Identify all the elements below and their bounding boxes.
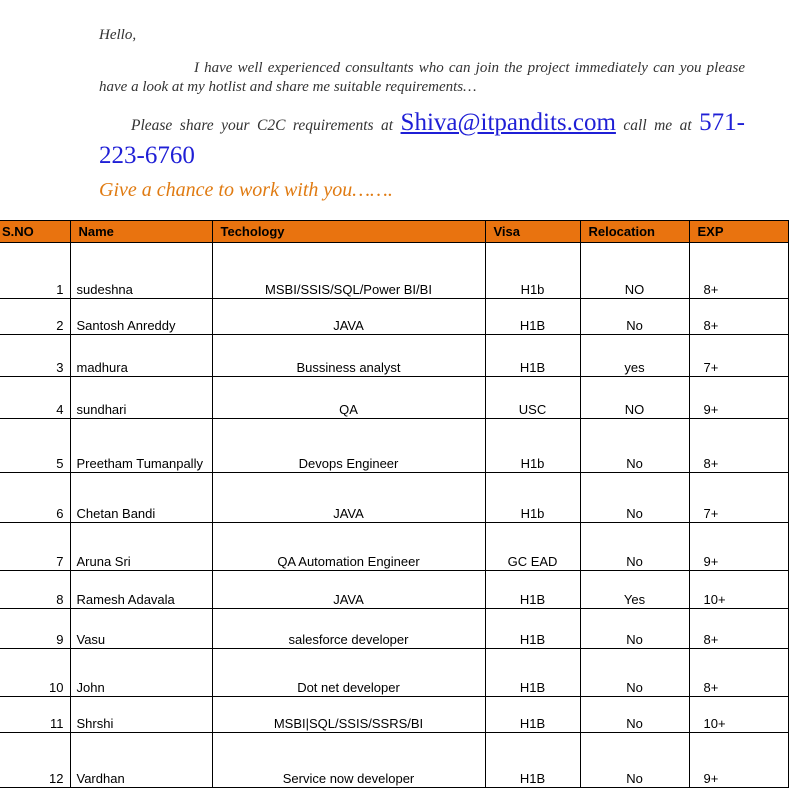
cell-sno: 5 xyxy=(0,419,70,473)
cell-sno: 1 xyxy=(0,243,70,299)
cell-exp: 8+ xyxy=(689,649,788,697)
phone-number: 571-223-6760 xyxy=(99,109,745,169)
cell-exp: 10+ xyxy=(689,571,788,609)
cell-name: Vasu xyxy=(70,609,212,649)
cell-relocation: yes xyxy=(580,335,689,377)
cell-tech: QA Automation Engineer xyxy=(212,523,485,571)
cell-sno: 11 xyxy=(0,697,70,733)
share-prefix: Please share your C2C requirements at xyxy=(131,117,394,134)
table-row xyxy=(0,609,788,649)
cell-sno: 10 xyxy=(0,649,70,697)
table-row xyxy=(0,571,788,609)
hotlist-table xyxy=(0,220,789,788)
cell-name: Vardhan xyxy=(70,733,212,788)
table-row xyxy=(0,243,788,299)
cell-visa: H1B xyxy=(485,609,580,649)
cell-name: Shrshi xyxy=(70,697,212,733)
cell-tech: Devops Engineer xyxy=(212,419,485,473)
cell-tech: QA xyxy=(212,377,485,419)
header-exp: EXP xyxy=(689,221,788,243)
cell-name: Santosh Anreddy xyxy=(70,299,212,335)
table-row xyxy=(0,377,788,419)
header-sno: S.NO xyxy=(0,221,70,243)
cell-exp: 9+ xyxy=(689,733,788,788)
greeting-text: Hello, xyxy=(99,27,137,43)
cell-relocation: No xyxy=(580,523,689,571)
table-row xyxy=(0,473,788,523)
table-header-row xyxy=(0,221,788,243)
cell-tech: JAVA xyxy=(212,473,485,523)
cell-relocation: No xyxy=(580,649,689,697)
cell-relocation: NO xyxy=(580,377,689,419)
cell-sno: 3 xyxy=(0,335,70,377)
cell-relocation: NO xyxy=(580,243,689,299)
table-row xyxy=(0,419,788,473)
cell-exp: 10+ xyxy=(689,697,788,733)
cell-exp: 9+ xyxy=(689,377,788,419)
cell-relocation: No xyxy=(580,299,689,335)
table-row xyxy=(0,697,788,733)
cell-visa: H1b xyxy=(485,473,580,523)
cell-visa: H1B xyxy=(485,571,580,609)
cell-tech: Bussiness analyst xyxy=(212,335,485,377)
cell-exp: 8+ xyxy=(689,299,788,335)
cell-exp: 8+ xyxy=(689,419,788,473)
email-link[interactable]: Shiva@itpandits.com xyxy=(400,109,616,136)
cell-tech: MSBI|SQL/SSIS/SSRS/BI xyxy=(212,697,485,733)
table-row xyxy=(0,733,788,788)
cell-relocation: No xyxy=(580,473,689,523)
cell-relocation: No xyxy=(580,697,689,733)
cell-name: sundhari xyxy=(70,377,212,419)
cell-relocation: No xyxy=(580,419,689,473)
intro-paragraph: I have well experienced consultants who can join the project immediately can you please have a look at my hotlist and share me suitable requirements… xyxy=(99,60,745,95)
cell-tech: JAVA xyxy=(212,571,485,609)
cell-name: sudeshna xyxy=(70,243,212,299)
cell-exp: 8+ xyxy=(689,243,788,299)
cell-exp: 9+ xyxy=(689,523,788,571)
table-row xyxy=(0,649,788,697)
cell-name: Ramesh Adavala xyxy=(70,571,212,609)
header-relocation: Relocation xyxy=(580,221,689,243)
cell-visa: H1b xyxy=(485,243,580,299)
cell-sno: 2 xyxy=(0,299,70,335)
header-technology: Techology xyxy=(212,221,485,243)
cell-visa: USC xyxy=(485,377,580,419)
cell-name: John xyxy=(70,649,212,697)
cell-sno: 8 xyxy=(0,571,70,609)
cell-relocation: No xyxy=(580,733,689,788)
cell-sno: 4 xyxy=(0,377,70,419)
table-row xyxy=(0,523,788,571)
cell-visa: H1B xyxy=(485,649,580,697)
cell-tech: salesforce developer xyxy=(212,609,485,649)
tagline: Give a chance to work with you……. xyxy=(99,179,393,201)
cell-name: Aruna Sri xyxy=(70,523,212,571)
header-name: Name xyxy=(70,221,212,243)
cell-sno: 6 xyxy=(0,473,70,523)
cell-name: madhura xyxy=(70,335,212,377)
cell-relocation: Yes xyxy=(580,571,689,609)
cell-sno: 7 xyxy=(0,523,70,571)
cell-visa: H1B xyxy=(485,299,580,335)
cell-tech: Service now developer xyxy=(212,733,485,788)
header-visa: Visa xyxy=(485,221,580,243)
cell-visa: H1B xyxy=(485,697,580,733)
cell-sno: 9 xyxy=(0,609,70,649)
share-middle: call me at xyxy=(623,117,692,134)
share-paragraph xyxy=(99,108,745,174)
cell-name: Chetan Bandi xyxy=(70,473,212,523)
cell-tech: Dot net developer xyxy=(212,649,485,697)
cell-visa: H1B xyxy=(485,335,580,377)
cell-exp: 7+ xyxy=(689,335,788,377)
table-row xyxy=(0,335,788,377)
cell-exp: 7+ xyxy=(689,473,788,523)
cell-visa: H1B xyxy=(485,733,580,788)
table-row xyxy=(0,299,788,335)
cell-relocation: No xyxy=(580,609,689,649)
cell-visa: H1b xyxy=(485,419,580,473)
cell-name: Preetham Tumanpally xyxy=(70,419,212,473)
cell-tech: JAVA xyxy=(212,299,485,335)
cell-visa: GC EAD xyxy=(485,523,580,571)
cell-tech: MSBI/SSIS/SQL/Power BI/BI xyxy=(212,243,485,299)
cell-exp: 8+ xyxy=(689,609,788,649)
cell-sno: 12 xyxy=(0,733,70,788)
